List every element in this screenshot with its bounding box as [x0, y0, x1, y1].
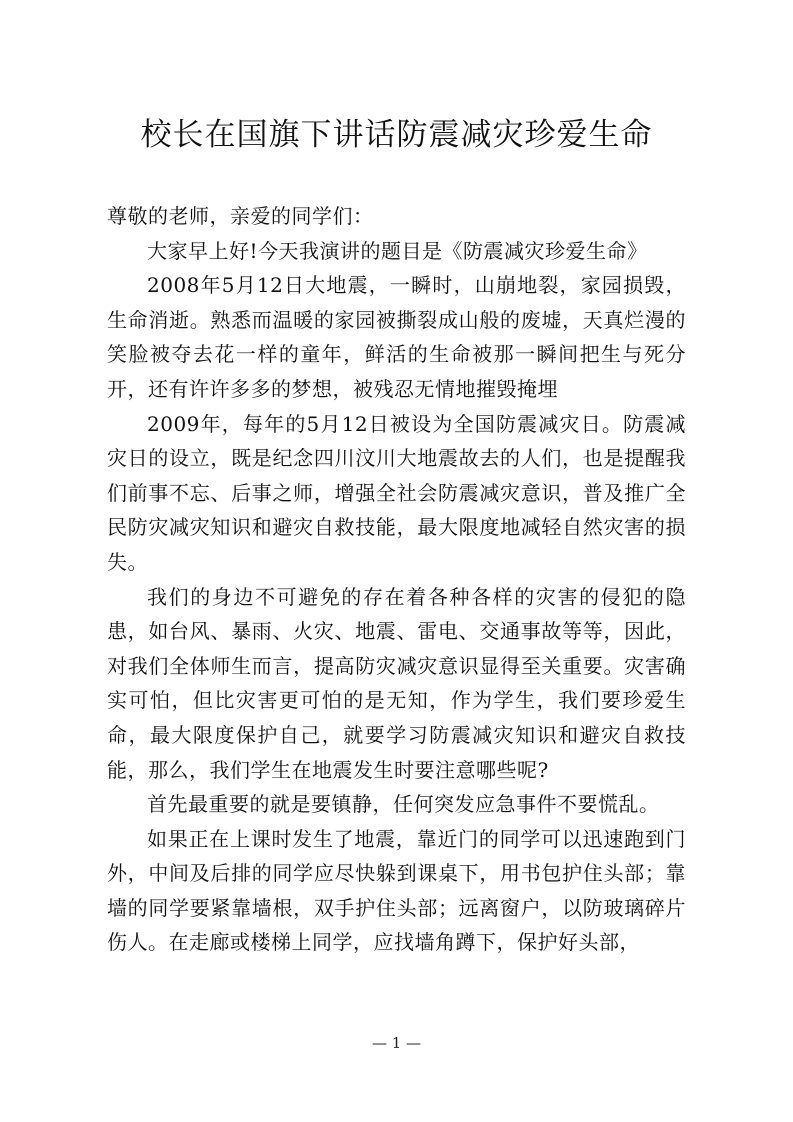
- salutation: 尊敬的老师，亲爱的同学们：: [107, 204, 374, 228]
- page-number: — 1 —: [371, 1034, 422, 1052]
- document-title: 校长在国旗下讲话防震减灾珍爱生命: [140, 117, 653, 153]
- document-body: [107, 199, 686, 960]
- paragraph: 2008年5月12日大地震，一瞬时，山崩地裂，家园损毁，生命消逝。熟悉而温暖的家园被撕裂成山般的废墟，天真烂漫的笑脸被夺去花一样的童年，鲜活的生命被那一瞬间把生与死分开，还有许许多多的梦想，被残忍无情地摧毁掩埋: [107, 273, 686, 401]
- paragraph: 首先最重要的就是要镇静，任何突发应急事件不要慌乱。: [147, 792, 660, 817]
- paragraph: 如果正在上课时发生了地震，靠近门的同学可以迅速跑到门外，中间及后排的同学应尽快躲到课桌下，用书包护住头部；靠墙的同学要紧靠墙根，双手护住头部；远离窗户，以防玻璃碎片伤人。在走廊或楼梯上同学，应找墙角蹲下，保护好头部，: [107, 826, 686, 955]
- paragraph: 2009年，每年的5月12日被设为全国防震减灾日。防震减灾日的设立，既是纪念四川汶川大地震故去的人们，也是提醒我们前事不忘、后事之师，增强全社会防震减灾意识，普及推广全民防灾减灾知识和避灾自救技能，最大限度地减轻自然灾害的损失。: [107, 411, 686, 574]
- paragraph: 我们的身边不可避免的存在着各种各样的灾害的侵犯的隐患，如台风、暴雨、火灾、地震、雷电、交通事故等等，因此，对我们全体师生而言，提高防灾减灾意识显得至关重要。灾害确实可怕，但比灾害更可怕的是无知，作为学生，我们要珍爱生命，最大限度保护自己，就要学习防震减灾知识和避灾自救技能，那么，我们学生在地震发生时要注意哪些呢?: [107, 584, 686, 782]
- paragraph: 大家早上好!今天我演讲的题目是《防震减灾珍爱生命》: [147, 238, 648, 263]
